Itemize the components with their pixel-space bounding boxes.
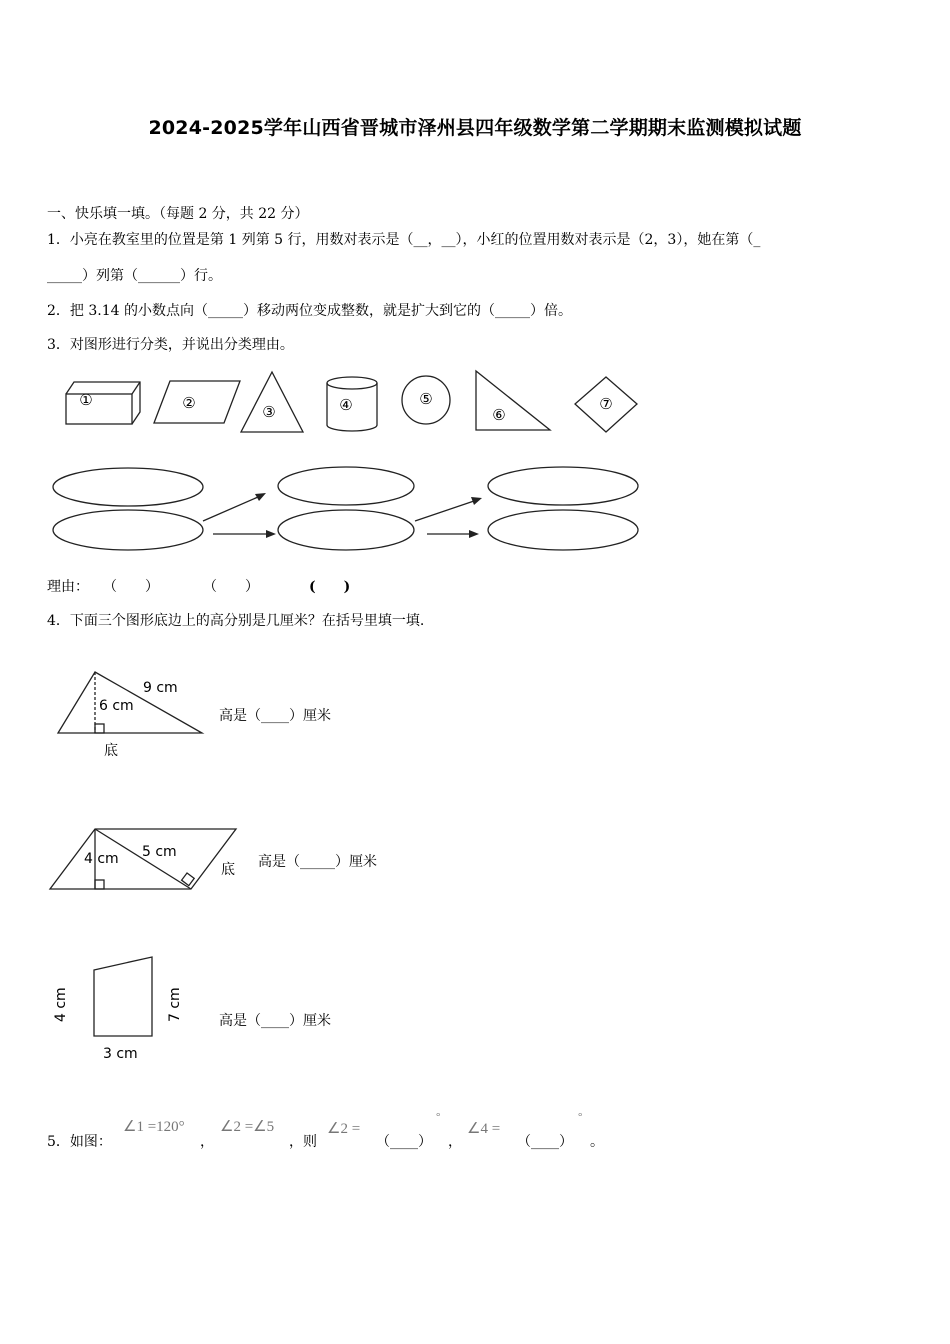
label-4: ④ — [339, 396, 353, 414]
fig1-side-label: 9 cm — [143, 680, 178, 696]
degree-2: ° — [578, 1111, 583, 1123]
reason-blank-1: （ ） — [103, 579, 159, 595]
trapezoid-figure — [94, 957, 152, 1036]
fig1-base-label: 底 — [104, 743, 118, 759]
fig2-answer: 高是（_____）厘米 — [258, 854, 377, 870]
section-heading: 一、快乐填一填。（每题 2 分，共 22 分） — [47, 206, 309, 222]
arrow-3 — [415, 501, 474, 521]
angle-1-expr: ∠1 =120° — [123, 1119, 185, 1135]
fig3-right-label: 7 cm — [167, 987, 183, 1022]
angle-2-expr: ∠2 =∠5 — [220, 1119, 275, 1135]
ellipse-4 — [278, 510, 414, 550]
arrow-1 — [203, 497, 258, 521]
period: 。 — [590, 1134, 604, 1150]
ellipse-1 — [53, 468, 203, 506]
fig2-diag-label: 5 cm — [142, 844, 177, 860]
degree-1: ° — [436, 1111, 441, 1123]
fig2-base-label: 底 — [221, 862, 235, 878]
fig1-height-label: 6 cm — [99, 698, 134, 714]
cuboid-shape — [66, 382, 140, 424]
fig3-left-label: 4 cm — [53, 987, 69, 1022]
ellipse-3 — [278, 467, 414, 505]
angle-2-question: ∠2 = — [327, 1121, 361, 1137]
answer-blank-2: （____） — [517, 1134, 573, 1150]
page-title: 2024-2025学年山西省晋城市泽州县四年级数学第二学期期末监测模拟试题 — [148, 117, 802, 139]
label-6: ⑥ — [492, 406, 506, 424]
question-1-line-2: _____）列第（______）行。 — [47, 268, 222, 284]
right-triangle-shape — [476, 371, 550, 430]
label-2: ② — [182, 394, 196, 412]
reason-blank-3: ( ) — [309, 579, 351, 595]
shapes-figure — [0, 360, 950, 560]
ellipse-6 — [488, 510, 638, 550]
label-7: ⑦ — [599, 395, 613, 413]
reason-blank-2: （ ） — [203, 579, 259, 595]
question-4: 4．下面三个图形底边上的高分别是几厘米？在括号里填一填. — [47, 613, 425, 629]
fig3-answer: 高是（____）厘米 — [219, 1013, 331, 1029]
triangle-shape — [241, 372, 303, 432]
label-5: ⑤ — [419, 390, 433, 408]
reason-label: 理由： — [47, 579, 89, 595]
question-2: 2．把 3.14 的小数点向（_____）移动两位变成整数，就是扩大到它的（_____）倍。 — [47, 303, 572, 319]
question-5-prefix: 5．如图： — [47, 1134, 112, 1150]
fig3-bottom-label: 3 cm — [103, 1046, 138, 1062]
label-3: ③ — [262, 403, 276, 421]
then-text: ，则 — [289, 1134, 317, 1150]
fig2-height-label: 4 cm — [84, 851, 119, 867]
label-1: ① — [79, 391, 93, 409]
ellipse-5 — [488, 467, 638, 505]
fig1-answer: 高是（____）厘米 — [219, 708, 331, 724]
question-1-line-1: 1．小亮在教室里的位置是第 1 列第 5 行，用数对表示是（__，__），小红的位置用数对表示是（2，3），她在第（_ — [47, 232, 761, 248]
angle-4-question: ∠4 = — [467, 1121, 501, 1137]
question-3: 3．对图形进行分类，并说出分类理由。 — [47, 337, 294, 353]
answer-blank-1: （____） — [376, 1134, 432, 1150]
comma-1: ， — [200, 1134, 214, 1150]
comma-2: ， — [448, 1134, 462, 1150]
parallelogram-shape — [154, 381, 240, 423]
ellipse-2 — [53, 510, 203, 550]
